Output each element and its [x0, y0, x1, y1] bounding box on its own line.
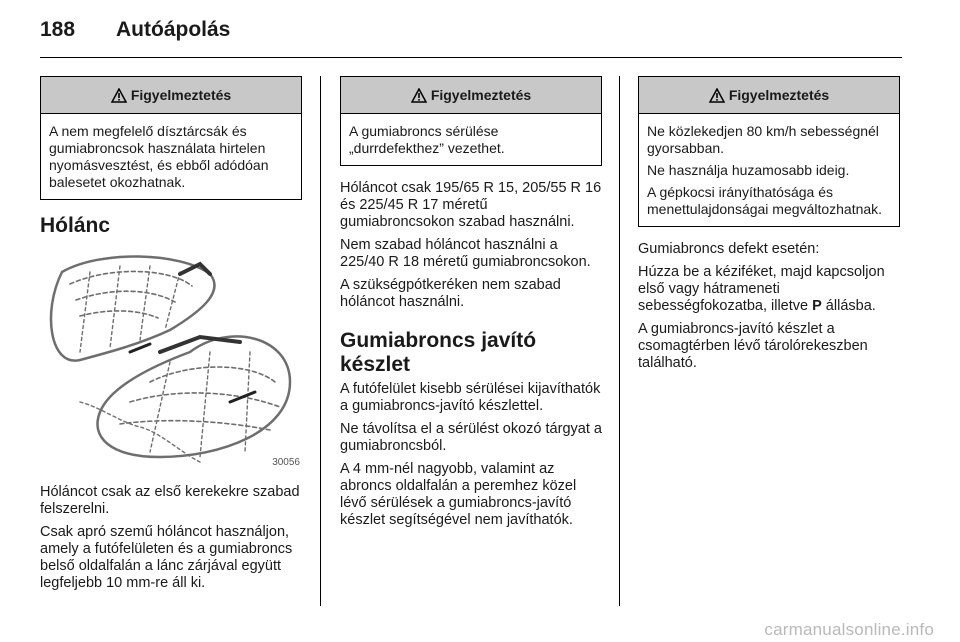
paragraph: A gumiabroncs-javító készlet a csomagtérben lévő tárolórekeszben található.: [638, 321, 868, 371]
warning-body: [41, 114, 301, 199]
warning-header: [639, 77, 899, 114]
warning-triangle-icon: [411, 88, 427, 103]
heading-tyre-repair-kit: Gumiabroncs javító készlet: [340, 329, 537, 376]
warning-title: Figyelmeztetés: [728, 87, 830, 103]
column-divider-1: [320, 76, 321, 606]
paragraph: Ne távolítsa el a sérülést okozó tárgyat a gumiabroncsból.: [340, 421, 602, 454]
warning-body: [341, 114, 601, 165]
warning-header: [341, 77, 601, 114]
paragraph: Hóláncot csak 195/65 R 15, 205/55 R 16 és 225/45 R 17 méretű gumiabroncsokon szabad használni.: [340, 180, 602, 230]
warning-text: A gépkocsi irányíthatósága és menettulajdonságai megváltozhatnak.: [647, 184, 883, 217]
header-rule: [40, 57, 902, 58]
paragraph: A 4 mm-nél nagyobb, valamint az abroncs oldalfalán a peremhez közel lévő sérülések a gumiabroncs-javító készlet segítségével nem javíthatók.: [340, 461, 577, 528]
warning-text: Ne közlekedjen 80 km/h sebességnél gyorsabban.: [647, 123, 879, 156]
right-column: [638, 76, 900, 378]
paragraph-text: Húzza be a kéziféket, majd kapcsoljon első vagy hátrameneti sebességfokozatba, illetve: [638, 264, 885, 314]
heading-snow-chain: Hólánc: [40, 214, 111, 237]
gear-position: P: [812, 298, 822, 314]
warning-title: Figyelmeztetés: [430, 87, 532, 103]
warning-body: [639, 114, 899, 226]
page-number: 188: [40, 18, 76, 41]
warning-box: [638, 76, 900, 227]
paragraph: Hóláncot csak az első kerekekre szabad felszerelni.: [40, 484, 300, 517]
warning-box: [340, 76, 602, 166]
warning-text: A nem megfelelő dísztárcsák és gumiabroncsok használata hirtelen nyomásvesztést, és ebből adódóan balesetet okozhatnak.: [49, 123, 269, 190]
puncture-text: [638, 241, 900, 372]
warning-triangle-icon: [111, 88, 127, 103]
snow-chain-figure: [40, 252, 302, 472]
figure-code: 30056: [272, 457, 300, 468]
paragraph: Nem szabad hóláncot használni a 225/40 R 18 méretű gumiabroncsokon.: [340, 237, 591, 270]
snow-chain-illustration: [40, 252, 302, 472]
paragraph: A szükségpótkeréken nem szabad hóláncot használni.: [340, 277, 561, 310]
warning-triangle-icon: [709, 88, 725, 103]
section-title: Autóápolás: [116, 18, 231, 41]
left-column: [40, 76, 302, 598]
paragraph-with-gear: [638, 264, 900, 315]
paragraph: A futófelület kisebb sérülései kijavíthatók a gumiabroncs-javító készlettel.: [340, 381, 601, 414]
paragraph-end: állásba.: [821, 298, 876, 314]
paragraph: Gumiabroncs defekt esetén:: [638, 241, 820, 257]
paragraph: Csak apró szemű hóláncot használjon, amely a futófelületen és a gumiabroncs belső oldalfalán a lánc zárjával együtt legfeljebb 10 mm-re áll ki.: [40, 524, 293, 591]
watermark: carmanualsonline.info: [764, 620, 934, 639]
warning-box: [40, 76, 302, 200]
warning-title: Figyelmeztetés: [130, 87, 232, 103]
repair-kit-text: [340, 381, 602, 529]
middle-column: [340, 76, 602, 535]
warning-header: [41, 77, 301, 114]
column-divider-2: [619, 76, 620, 606]
warning-text: Ne használja huzamosabb ideig.: [647, 162, 850, 178]
snow-chain-size-text: [340, 180, 602, 311]
warning-text: A gumiabroncs sérülése „durrdefekthez” vezethet.: [349, 123, 505, 156]
snow-chain-text: [40, 484, 302, 592]
